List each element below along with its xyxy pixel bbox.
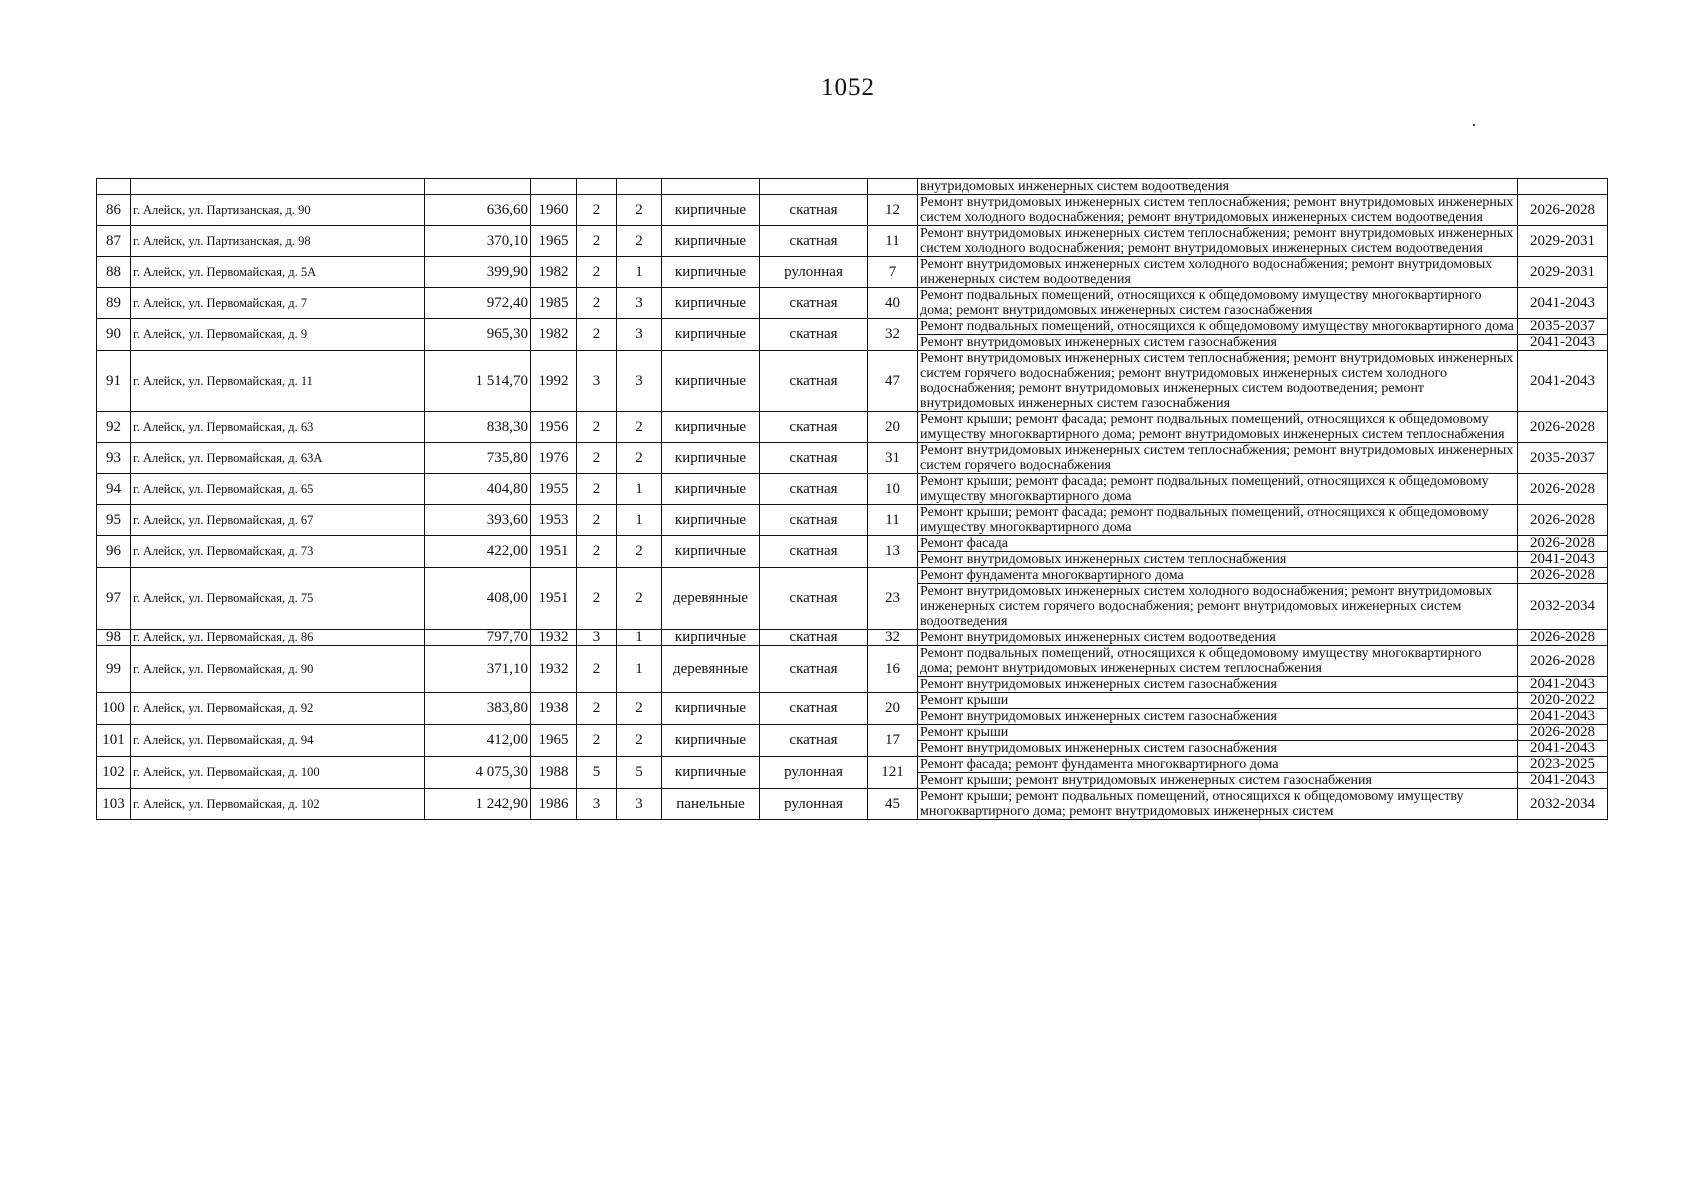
roof-type-cell: рулонная: [760, 757, 868, 789]
area-cell: 393,60: [425, 505, 531, 536]
repair-period-cell: 2026-2028: [1518, 505, 1608, 536]
wall-material-cell: кирпичные: [662, 288, 760, 319]
address-cell: [131, 179, 425, 195]
repair-period-cell: 2035-2037: [1518, 443, 1608, 474]
repair-works-cell: Ремонт подвальных помещений, относящихся к общедомовому имуществу многоквартирного дома: [918, 319, 1518, 335]
address-cell: г. Алейск, ул. Первомайская, д. 63А: [131, 443, 425, 474]
roof-type-cell: скатная: [760, 288, 868, 319]
year-built-cell: 1955: [531, 474, 577, 505]
address-cell: г. Алейск, ул. Первомайская, д. 9: [131, 319, 425, 351]
address-cell: г. Алейск, ул. Первомайская, д. 65: [131, 474, 425, 505]
row-number-cell: 93: [97, 443, 131, 474]
address-cell: г. Алейск, ул. Первомайская, д. 63: [131, 412, 425, 443]
roof-type-cell: [760, 179, 868, 195]
repair-period-cell: 2026-2028: [1518, 536, 1608, 552]
repair-period-cell: 2026-2028: [1518, 630, 1608, 646]
entrances-cell: 2: [617, 226, 662, 257]
roof-type-cell: скатная: [760, 195, 868, 226]
address-cell: г. Алейск, ул. Первомайская, д. 67: [131, 505, 425, 536]
floors-cell: 3: [577, 630, 617, 646]
row-number-cell: 88: [97, 257, 131, 288]
row-number-cell: 90: [97, 319, 131, 351]
repair-period-cell: 2026-2028: [1518, 646, 1608, 677]
repair-works-cell: Ремонт крыши: [918, 725, 1518, 741]
wall-material-cell: [662, 179, 760, 195]
wall-material-cell: кирпичные: [662, 351, 760, 412]
repair-works-cell: Ремонт крыши; ремонт подвальных помещений, относящихся к общедомовому имуществу многоквартирного дома; ремонт внутридомовых инженерных систем: [918, 789, 1518, 820]
apartments-cell: 16: [868, 646, 918, 693]
year-built-cell: 1976: [531, 443, 577, 474]
repair-period-cell: 2032-2034: [1518, 584, 1608, 630]
roof-type-cell: скатная: [760, 412, 868, 443]
repair-period-cell: 2041-2043: [1518, 552, 1608, 568]
repair-period-cell: 2041-2043: [1518, 351, 1608, 412]
apartments-cell: [868, 179, 918, 195]
wall-material-cell: кирпичные: [662, 257, 760, 288]
entrances-cell: 1: [617, 257, 662, 288]
row-number-cell: 95: [97, 505, 131, 536]
wall-material-cell: кирпичные: [662, 505, 760, 536]
wall-material-cell: кирпичные: [662, 226, 760, 257]
wall-material-cell: кирпичные: [662, 757, 760, 789]
roof-type-cell: скатная: [760, 725, 868, 757]
repair-period-cell: 2029-2031: [1518, 257, 1608, 288]
address-cell: г. Алейск, ул. Первомайская, д. 92: [131, 693, 425, 725]
repair-period-cell: 2041-2043: [1518, 741, 1608, 757]
address-cell: г. Алейск, ул. Первомайская, д. 100: [131, 757, 425, 789]
roof-type-cell: скатная: [760, 319, 868, 351]
floors-cell: 2: [577, 693, 617, 725]
wall-material-cell: кирпичные: [662, 630, 760, 646]
apartments-cell: 32: [868, 630, 918, 646]
row-number-cell: 91: [97, 351, 131, 412]
address-cell: г. Алейск, ул. Первомайская, д. 11: [131, 351, 425, 412]
floors-cell: 2: [577, 536, 617, 568]
roof-type-cell: скатная: [760, 226, 868, 257]
row-number-cell: 100: [97, 693, 131, 725]
row-number-cell: 102: [97, 757, 131, 789]
repair-works-cell: Ремонт фасада; ремонт фундамента многоквартирного дома: [918, 757, 1518, 773]
row-number-cell: 86: [97, 195, 131, 226]
repair-works-cell: Ремонт внутридомовых инженерных систем теплоснабжения: [918, 552, 1518, 568]
roof-type-cell: скатная: [760, 568, 868, 630]
repair-works-cell: Ремонт внутридомовых инженерных систем теплоснабжения; ремонт внутридомовых инженерных систем горячего водоснабжения: [918, 443, 1518, 474]
address-cell: г. Алейск, ул. Партизанская, д. 98: [131, 226, 425, 257]
repair-works-cell: Ремонт крыши; ремонт фасада; ремонт подвальных помещений, относящихся к общедомовому имуществу многоквартирного дома; ремонт внутридомовых инженерных систем теплоснабжения: [918, 412, 1518, 443]
floors-cell: 2: [577, 412, 617, 443]
area-cell: 1 242,90: [425, 789, 531, 820]
repair-period-cell: 2032-2034: [1518, 789, 1608, 820]
apartments-cell: 13: [868, 536, 918, 568]
row-number-cell: 92: [97, 412, 131, 443]
repair-works-cell: Ремонт фасада: [918, 536, 1518, 552]
table-row: [97, 226, 1608, 257]
address-cell: г. Алейск, ул. Первомайская, д. 75: [131, 568, 425, 630]
repair-period-cell: 2026-2028: [1518, 195, 1608, 226]
table-row: [97, 505, 1608, 536]
address-cell: г. Алейск, ул. Первомайская, д. 102: [131, 789, 425, 820]
floors-cell: 2: [577, 226, 617, 257]
floors-cell: 2: [577, 474, 617, 505]
row-number-cell: 89: [97, 288, 131, 319]
repair-works-cell: Ремонт внутридомовых инженерных систем газоснабжения: [918, 335, 1518, 351]
address-cell: г. Алейск, ул. Первомайская, д. 7: [131, 288, 425, 319]
entrances-cell: 2: [617, 536, 662, 568]
entrances-cell: 3: [617, 789, 662, 820]
area-cell: 399,90: [425, 257, 531, 288]
roof-type-cell: скатная: [760, 351, 868, 412]
repair-works-cell: Ремонт крыши; ремонт внутридомовых инженерных систем газоснабжения: [918, 773, 1518, 789]
apartments-cell: 23: [868, 568, 918, 630]
roof-type-cell: скатная: [760, 693, 868, 725]
row-number-cell: [97, 179, 131, 195]
wall-material-cell: кирпичные: [662, 536, 760, 568]
apartments-cell: 10: [868, 474, 918, 505]
repair-works-cell: Ремонт фундамента многоквартирного дома: [918, 568, 1518, 584]
table-row: [97, 443, 1608, 474]
apartments-cell: 12: [868, 195, 918, 226]
entrances-cell: 2: [617, 443, 662, 474]
apartments-cell: 17: [868, 725, 918, 757]
address-cell: г. Алейск, ул. Первомайская, д. 90: [131, 646, 425, 693]
year-built-cell: 1992: [531, 351, 577, 412]
year-built-cell: [531, 179, 577, 195]
area-cell: 1 514,70: [425, 351, 531, 412]
floors-cell: 2: [577, 568, 617, 630]
repair-period-cell: 2023-2025: [1518, 757, 1608, 773]
apartments-cell: 121: [868, 757, 918, 789]
repair-works-cell: Ремонт крыши: [918, 693, 1518, 709]
year-built-cell: 1932: [531, 646, 577, 693]
year-built-cell: 1982: [531, 257, 577, 288]
row-number-cell: 97: [97, 568, 131, 630]
address-cell: г. Алейск, ул. Первомайская, д. 73: [131, 536, 425, 568]
row-number-cell: 99: [97, 646, 131, 693]
repair-works-cell: Ремонт внутридомовых инженерных систем газоснабжения: [918, 709, 1518, 725]
address-cell: г. Алейск, ул. Первомайская, д. 86: [131, 630, 425, 646]
repair-works-cell: внутридомовых инженерных систем водоотведения: [918, 179, 1518, 195]
year-built-cell: 1951: [531, 568, 577, 630]
table-row: [97, 412, 1608, 443]
wall-material-cell: деревянные: [662, 568, 760, 630]
repair-works-cell: Ремонт крыши; ремонт фасада; ремонт подвальных помещений, относящихся к общедомовому имуществу многоквартирного дома: [918, 474, 1518, 505]
entrances-cell: 2: [617, 195, 662, 226]
row-number-cell: 96: [97, 536, 131, 568]
repair-period-cell: [1518, 179, 1608, 195]
table-row: [97, 789, 1608, 820]
year-built-cell: 1951: [531, 536, 577, 568]
repair-works-cell: Ремонт внутридомовых инженерных систем газоснабжения: [918, 677, 1518, 693]
row-number-cell: 101: [97, 725, 131, 757]
entrances-cell: 3: [617, 319, 662, 351]
table-row: [97, 725, 1608, 741]
area-cell: 972,40: [425, 288, 531, 319]
roof-type-cell: скатная: [760, 646, 868, 693]
area-cell: 404,80: [425, 474, 531, 505]
floors-cell: 5: [577, 757, 617, 789]
entrances-cell: 1: [617, 630, 662, 646]
table-row: [97, 288, 1608, 319]
table-row: [97, 319, 1608, 335]
address-cell: г. Алейск, ул. Партизанская, д. 90: [131, 195, 425, 226]
entrances-cell: 3: [617, 351, 662, 412]
repair-works-cell: Ремонт внутридомовых инженерных систем теплоснабжения; ремонт внутридомовых инженерных систем холодного водоснабжения; ремонт внутридомовых инженерных систем водоотведения: [918, 195, 1518, 226]
repair-period-cell: 2041-2043: [1518, 288, 1608, 319]
floors-cell: 2: [577, 725, 617, 757]
apartments-cell: 11: [868, 226, 918, 257]
roof-type-cell: скатная: [760, 474, 868, 505]
table-row: [97, 693, 1608, 709]
entrances-cell: 3: [617, 288, 662, 319]
entrances-cell: 1: [617, 474, 662, 505]
floors-cell: 2: [577, 195, 617, 226]
wall-material-cell: кирпичные: [662, 693, 760, 725]
roof-type-cell: скатная: [760, 630, 868, 646]
year-built-cell: 1988: [531, 757, 577, 789]
table-row: [97, 195, 1608, 226]
wall-material-cell: деревянные: [662, 646, 760, 693]
area-cell: 371,10: [425, 646, 531, 693]
floors-cell: 3: [577, 789, 617, 820]
repair-works-cell: Ремонт внутридомовых инженерных систем холодного водоснабжения; ремонт внутридомовых инженерных систем горячего водоснабжения; ремонт внутридомовых инженерных систем водоотведения: [918, 584, 1518, 630]
roof-type-cell: скатная: [760, 443, 868, 474]
apartments-cell: 32: [868, 319, 918, 351]
wall-material-cell: панельные: [662, 789, 760, 820]
apartments-cell: 40: [868, 288, 918, 319]
repair-works-cell: Ремонт внутридомовых инженерных систем холодного водоснабжения; ремонт внутридомовых инженерных систем водоотведения: [918, 257, 1518, 288]
floors-cell: 2: [577, 505, 617, 536]
year-built-cell: 1986: [531, 789, 577, 820]
apartments-cell: 45: [868, 789, 918, 820]
area-cell: 383,80: [425, 693, 531, 725]
row-number-cell: 87: [97, 226, 131, 257]
repair-period-cell: 2029-2031: [1518, 226, 1608, 257]
area-cell: 735,80: [425, 443, 531, 474]
repair-period-cell: 2041-2043: [1518, 773, 1608, 789]
area-cell: 412,00: [425, 725, 531, 757]
floors-cell: 2: [577, 257, 617, 288]
repair-period-cell: 2041-2043: [1518, 709, 1608, 725]
repair-period-cell: 2041-2043: [1518, 677, 1608, 693]
entrances-cell: 5: [617, 757, 662, 789]
row-number-cell: 98: [97, 630, 131, 646]
entrances-cell: [617, 179, 662, 195]
repair-works-cell: Ремонт подвальных помещений, относящихся к общедомовому имуществу многоквартирного дома; ремонт внутридомовых инженерных систем газоснабжения: [918, 288, 1518, 319]
floors-cell: [577, 179, 617, 195]
year-built-cell: 1965: [531, 725, 577, 757]
repair-works-cell: Ремонт подвальных помещений, относящихся к общедомовому имуществу многоквартирного дома; ремонт внутридомовых инженерных систем теплоснабжения: [918, 646, 1518, 677]
housing-repair-table: [96, 178, 1608, 820]
table-row: [97, 351, 1608, 412]
repair-period-cell: 2041-2043: [1518, 335, 1608, 351]
apartments-cell: 47: [868, 351, 918, 412]
table-row: [97, 257, 1608, 288]
area-cell: 422,00: [425, 536, 531, 568]
area-cell: 797,70: [425, 630, 531, 646]
apartments-cell: 31: [868, 443, 918, 474]
year-built-cell: 1960: [531, 195, 577, 226]
apartments-cell: 20: [868, 693, 918, 725]
scan-artifact: [1473, 124, 1475, 126]
repair-period-cell: 2035-2037: [1518, 319, 1608, 335]
repair-works-cell: Ремонт внутридомовых инженерных систем теплоснабжения; ремонт внутридомовых инженерных систем холодного водоснабжения; ремонт внутридомовых инженерных систем водоотведения: [918, 226, 1518, 257]
area-cell: 965,30: [425, 319, 531, 351]
year-built-cell: 1985: [531, 288, 577, 319]
floors-cell: 3: [577, 351, 617, 412]
roof-type-cell: рулонная: [760, 257, 868, 288]
year-built-cell: 1938: [531, 693, 577, 725]
floors-cell: 2: [577, 443, 617, 474]
year-built-cell: 1982: [531, 319, 577, 351]
wall-material-cell: кирпичные: [662, 474, 760, 505]
repair-works-cell: Ремонт внутридомовых инженерных систем газоснабжения: [918, 741, 1518, 757]
floors-cell: 2: [577, 646, 617, 693]
table-row: [97, 757, 1608, 773]
entrances-cell: 2: [617, 568, 662, 630]
wall-material-cell: кирпичные: [662, 412, 760, 443]
entrances-cell: 1: [617, 505, 662, 536]
repair-works-cell: Ремонт крыши; ремонт фасада; ремонт подвальных помещений, относящихся к общедомовому имуществу многоквартирного дома: [918, 505, 1518, 536]
entrances-cell: 2: [617, 412, 662, 443]
entrances-cell: 2: [617, 693, 662, 725]
floors-cell: 2: [577, 319, 617, 351]
area-cell: 4 075,30: [425, 757, 531, 789]
apartments-cell: 11: [868, 505, 918, 536]
table-row: [97, 568, 1608, 584]
repair-period-cell: 2020-2022: [1518, 693, 1608, 709]
table-row: [97, 536, 1608, 552]
roof-type-cell: скатная: [760, 536, 868, 568]
area-cell: 636,60: [425, 195, 531, 226]
table-row: [97, 630, 1608, 646]
wall-material-cell: кирпичные: [662, 319, 760, 351]
area-cell: 838,30: [425, 412, 531, 443]
year-built-cell: 1965: [531, 226, 577, 257]
apartments-cell: 7: [868, 257, 918, 288]
repair-period-cell: 2026-2028: [1518, 474, 1608, 505]
repair-period-cell: 2026-2028: [1518, 412, 1608, 443]
address-cell: г. Алейск, ул. Первомайская, д. 5А: [131, 257, 425, 288]
roof-type-cell: рулонная: [760, 789, 868, 820]
repair-period-cell: 2026-2028: [1518, 568, 1608, 584]
table-row: [97, 474, 1608, 505]
roof-type-cell: скатная: [760, 505, 868, 536]
area-cell: [425, 179, 531, 195]
row-number-cell: 94: [97, 474, 131, 505]
page-number: 1052: [821, 74, 875, 101]
table-row: [97, 179, 1608, 195]
entrances-cell: 1: [617, 646, 662, 693]
year-built-cell: 1953: [531, 505, 577, 536]
floors-cell: 2: [577, 288, 617, 319]
table-row: [97, 646, 1608, 677]
year-built-cell: 1956: [531, 412, 577, 443]
repair-period-cell: 2026-2028: [1518, 725, 1608, 741]
wall-material-cell: кирпичные: [662, 443, 760, 474]
row-number-cell: 103: [97, 789, 131, 820]
year-built-cell: 1932: [531, 630, 577, 646]
area-cell: 408,00: [425, 568, 531, 630]
repair-works-cell: Ремонт внутридомовых инженерных систем теплоснабжения; ремонт внутридомовых инженерных систем горячего водоснабжения; ремонт внутридомовых инженерных систем холодного водоснабжения; ремонт внутридомовых инженерных систем водоотведения; ремонт внутридомовых инженерных систем газоснабжения: [918, 351, 1518, 412]
area-cell: 370,10: [425, 226, 531, 257]
wall-material-cell: кирпичные: [662, 195, 760, 226]
entrances-cell: 2: [617, 725, 662, 757]
address-cell: г. Алейск, ул. Первомайская, д. 94: [131, 725, 425, 757]
apartments-cell: 20: [868, 412, 918, 443]
wall-material-cell: кирпичные: [662, 725, 760, 757]
repair-works-cell: Ремонт внутридомовых инженерных систем водоотведения: [918, 630, 1518, 646]
